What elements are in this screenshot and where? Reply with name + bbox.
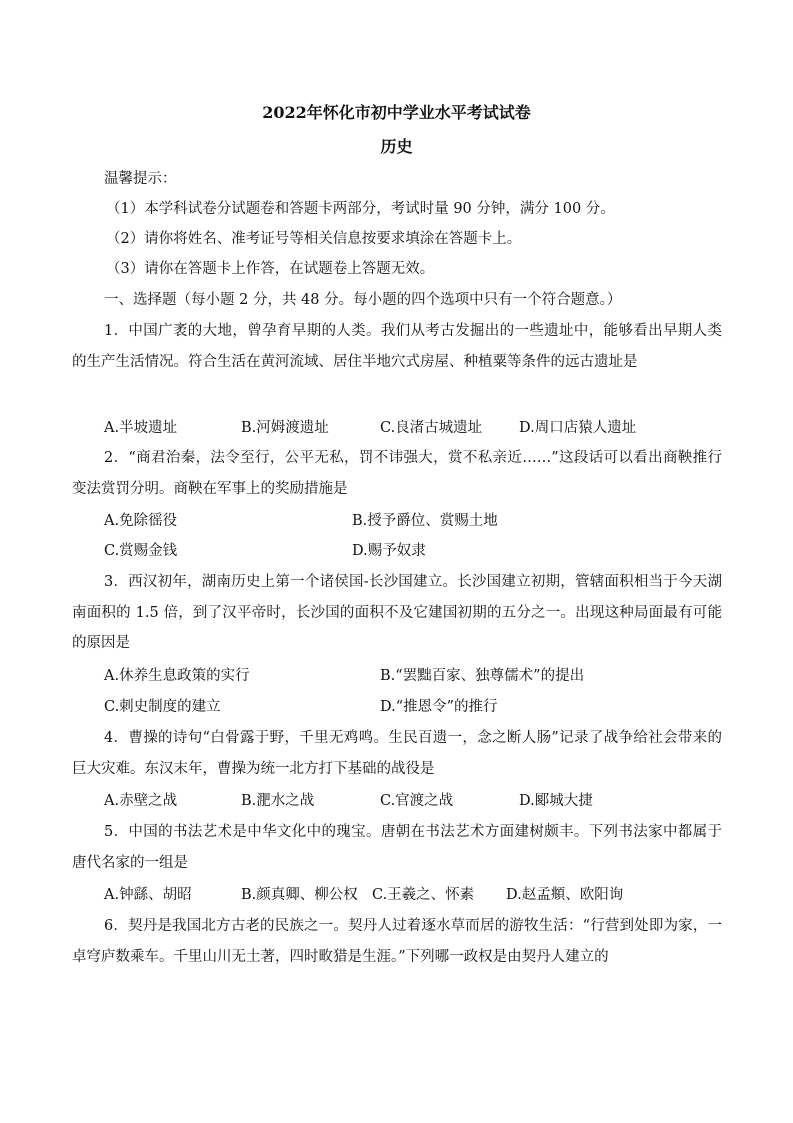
option: A.免除徭役 (104, 513, 178, 529)
option: C.王羲之、怀素 (372, 887, 475, 903)
question-stem: 6．契丹是我国北方古老的民族之一。契丹人过着逐水草而居的游牧生活：“行营到处即为家，一卓穹庐数乘车。千里山川无土著，四时畋猎是生涯。”下列哪一政权是由契丹人建立的 (72, 918, 722, 965)
option: B.颜真卿、柳公权 (241, 887, 358, 903)
notice-heading: 温馨提示： (104, 171, 177, 187)
option: D.赐予奴隶 (352, 543, 426, 559)
option: D.赵孟頫、欧阳询 (506, 887, 624, 903)
option: D.郾城大捷 (519, 793, 593, 809)
notice-item: （3）请你在答题卡上作答，在试题卷上答题无效。 (106, 261, 435, 277)
option: B.授予爵位、赏赐土地 (352, 513, 498, 529)
question-stem: 3．西汉初年，湖南历史上第一个诸侯国-长沙国建立。长沙国建立初期，管辖面积相当于今天湖南面积的 1.5 倍，到了汉平帝时，长沙国的面积不及它建国初期的五分之一。出现这种局面最有可能的原因是 (72, 574, 722, 651)
notice-item: （1）本学科试卷分试题卷和答题卡两部分，考试时量 90 分钟，满分 100 分。 (106, 201, 615, 217)
notice-item: （2）请你将姓名、准考证号等相关信息按要求填涂在答题卡上。 (106, 231, 522, 247)
question-stem: 5．中国的书法艺术是中华文化中的瑰宝。唐朝在书法艺术方面建树颇丰。下列书法家中都属于唐代名家的一组是 (72, 824, 722, 871)
question-stem: 1．中国广袤的大地，曾孕育早期的人类。我们从考古发掘出的一些遗址中，能够看出早期人类的生产生活情况。符合生活在黄河流域、居住半地穴式房屋、种植粟等条件的远古遗址是 (72, 323, 722, 370)
question-stem: 4．曹操的诗句“白骨露于野，千里无鸡鸣。生民百遗一，念之断人肠”记录了战争给社会带来的巨大灾难。东汉末年，曹操为统一北方打下基础的战役是 (72, 730, 722, 777)
exam-subject: 历史 (380, 137, 413, 156)
option: C.官渡之战 (380, 793, 454, 809)
option: A.赤壁之战 (104, 793, 178, 809)
option: B.淝水之战 (241, 793, 315, 809)
question-stem: 2．“商君治秦，法令至行，公平无私，罚不讳强大，赏不私亲近……”这段话可以看出商鞅推行变法赏罚分明。商鞅在军事上的奖励措施是 (72, 450, 722, 497)
option: D.“推恩令”的推行 (380, 699, 498, 715)
option: C.刺史制度的建立 (104, 699, 221, 715)
option: C.良渚古城遗址 (380, 420, 483, 436)
option: A.休养生息政策的实行 (104, 668, 250, 684)
option: B.“罢黜百家、独尊儒术”的提出 (380, 668, 585, 684)
exam-title: 2022年怀化市初中学业水平考试试卷 (262, 103, 531, 122)
option: D.周口店猿人遗址 (519, 420, 637, 436)
option: A.钟繇、胡昭 (104, 887, 192, 903)
section-heading: 一、选择题（每小题 2 分，共 48 分。每小题的四个选项中只有一个符合题意。） (104, 292, 622, 308)
option: B.河姆渡遗址 (241, 420, 329, 436)
option: A.半坡遗址 (104, 420, 178, 436)
option: C.赏赐金钱 (104, 543, 178, 559)
